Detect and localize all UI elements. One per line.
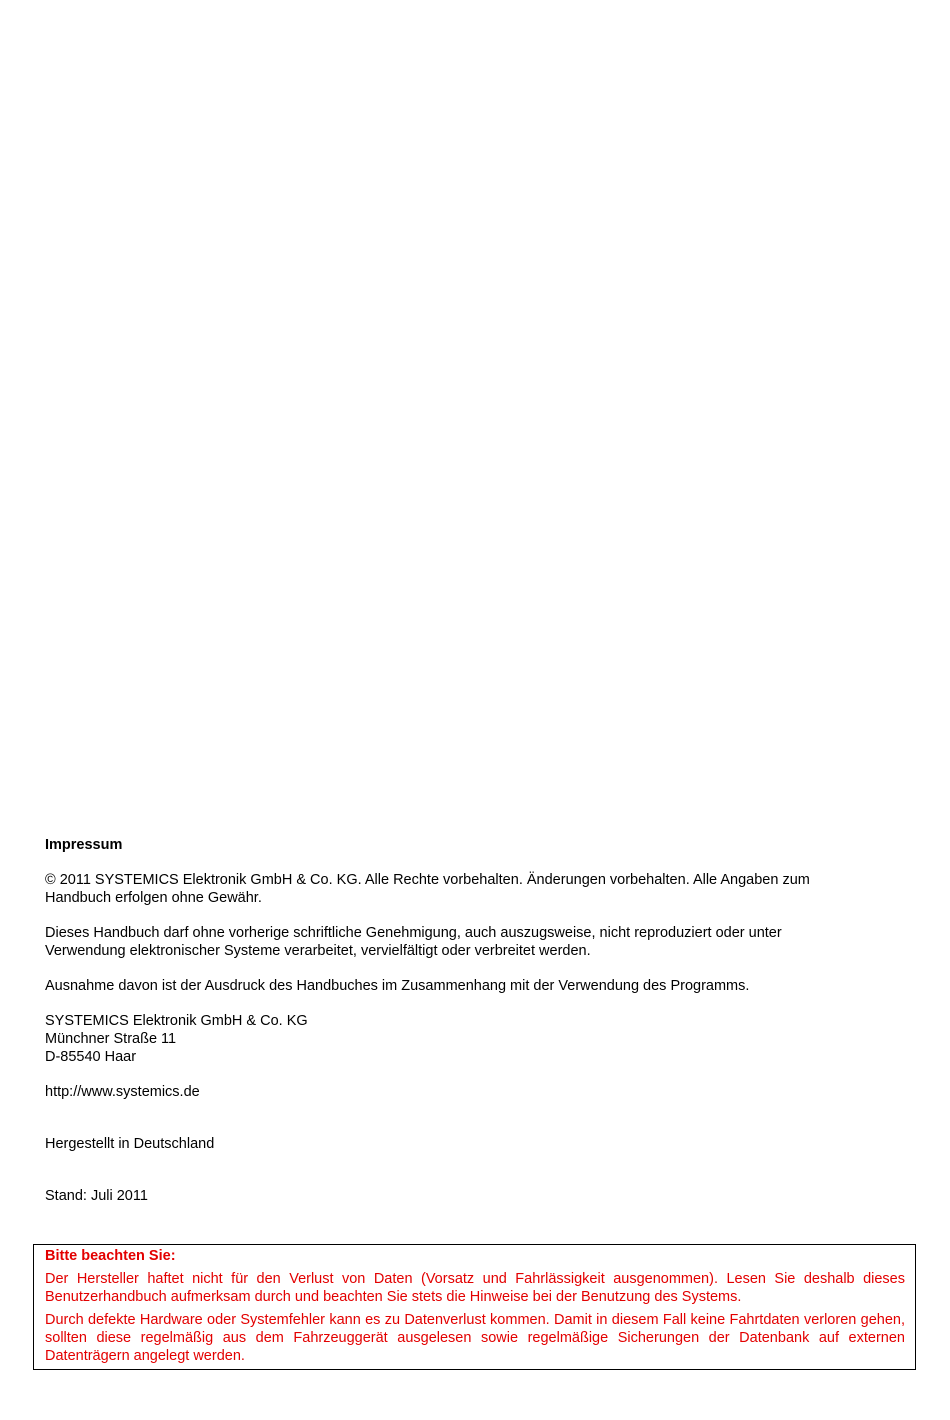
website-link[interactable]: http://www.systemics.de <box>45 1084 200 1100</box>
company-address <box>45 1012 865 1066</box>
imprint-section <box>45 836 865 1205</box>
notice-title: Bitte beachten Sie: <box>45 1248 176 1264</box>
made-in-text: Hergestellt in Deutschland <box>45 1136 215 1152</box>
reproduction-text: Dieses Handbuch darf ohne vorherige schriftliche Genehmigung, auch auszugsweise, nicht reproduziert oder unter Verwendung elektronischer Systeme verarbeitet, vervielfältigt oder verbreitet werden. <box>45 925 782 959</box>
company-street: Münchner Straße 11 <box>45 1031 177 1047</box>
company-name: SYSTEMICS Elektronik GmbH & Co. KG <box>45 1013 308 1029</box>
imprint-heading: Impressum <box>45 837 123 853</box>
notice-paragraph-data-loss: Durch defekte Hardware oder Systemfehler kann es zu Datenverlust kommen. Damit in diesem Fall keine Fahrtdaten verloren gehen, sollten diese regelmäßig aus dem Fahrzeuggerät ausgelesen sowie regelmäßige Sicherungen der Datenbank auf externen Datenträgern angelegt werden. <box>45 1312 905 1364</box>
notice-paragraph-liability: Der Hersteller haftet nicht für den Verlust von Daten (Vorsatz und Fahrlässigkeit ausgenommen). Lesen Sie deshalb dieses Benutzerhandbuch aufmerksam durch und beachten Sie stets die Hinweise bei der Benutzung des Systems. <box>45 1271 905 1305</box>
company-city: D-85540 Haar <box>45 1049 137 1065</box>
exception-text: Ausnahme davon ist der Ausdruck des Handbuches im Zusammenhang mit der Verwendung des Programms. <box>45 978 750 994</box>
notice-box <box>33 1244 916 1370</box>
copyright-text: © 2011 SYSTEMICS Elektronik GmbH & Co. KG. Alle Rechte vorbehalten. Änderungen vorbehalten. Alle Angaben zum Handbuch erfolgen ohne Gewähr. <box>45 872 810 906</box>
status-text: Stand: Juli 2011 <box>45 1188 148 1204</box>
